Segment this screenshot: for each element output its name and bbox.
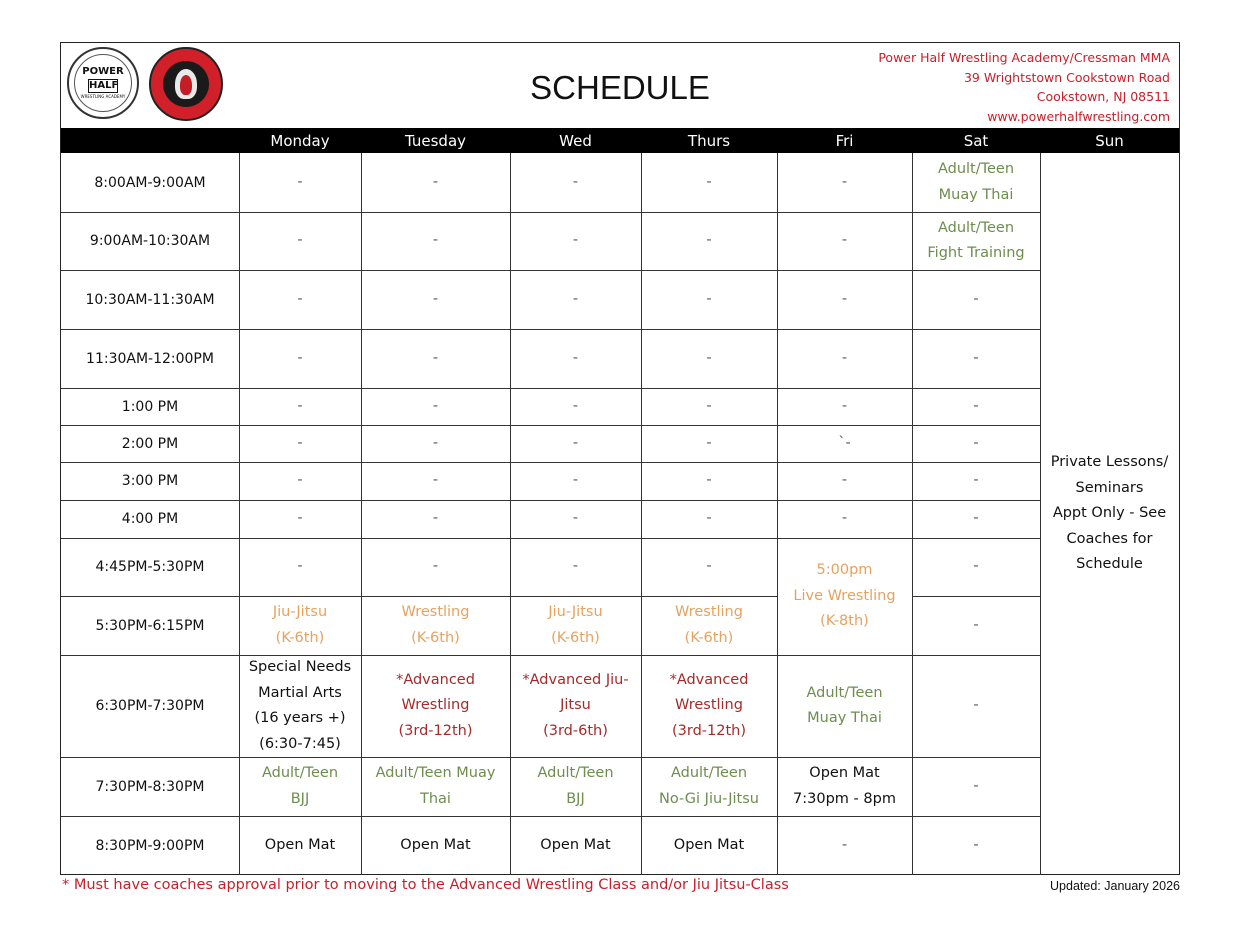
day-header-fri: Fri	[835, 132, 854, 150]
empty-slot: -	[706, 510, 712, 527]
empty-slot: -	[432, 173, 439, 190]
empty-slot: -	[706, 232, 712, 249]
empty-slot: -	[297, 349, 303, 366]
empty-slot: -	[297, 397, 303, 414]
class-cell: Open Mat 7:30pm - 8pm	[793, 765, 896, 807]
empty-slot: -	[706, 558, 712, 575]
sunday-private-lessons: Private Lessons/ Seminars Appt Only - See Coaches for Schedule	[1050, 454, 1169, 573]
empty-slot: -	[841, 510, 848, 527]
empty-slot: -	[572, 290, 579, 307]
empty-slot: -	[841, 232, 848, 249]
class-cell: *Advanced Wrestling (3rd-12th)	[669, 671, 749, 739]
empty-slot: -	[432, 232, 439, 249]
class-cell: Adult/Teen BJJ	[537, 765, 614, 807]
time-slot: 11:30AM-12:00PM	[86, 350, 214, 367]
empty-slot: -	[297, 232, 303, 249]
empty-slot: -	[572, 232, 579, 249]
empty-slot: -	[841, 290, 848, 307]
empty-slot: -	[973, 697, 979, 714]
class-cell: Wrestling (K-6th)	[401, 604, 470, 646]
empty-slot: -	[706, 397, 712, 414]
class-cell: Jiu-Jitsu (K-6th)	[272, 604, 328, 646]
empty-slot: `-	[838, 434, 851, 451]
empty-slot: -	[973, 349, 979, 366]
time-slot: 9:00AM-10:30AM	[89, 233, 211, 249]
time-slot: 3:00 PM	[121, 473, 179, 489]
class-cell: Adult/Teen Muay Thai	[375, 765, 496, 807]
class-cell: Jiu-Jitsu (K-6th)	[548, 604, 603, 646]
empty-slot: -	[572, 173, 579, 190]
time-slot: 8:30PM-9:00PM	[95, 837, 205, 854]
empty-slot: -	[297, 173, 303, 190]
empty-slot: -	[973, 434, 979, 451]
class-cell: *Advanced Wrestling (3rd-12th)	[396, 671, 475, 739]
empty-slot: -	[572, 472, 579, 489]
empty-slot: -	[706, 349, 712, 366]
day-header-sun: Sun	[1095, 132, 1124, 150]
time-slot: 2:00 PM	[121, 435, 179, 452]
empty-slot: -	[841, 173, 848, 190]
empty-slot: -	[297, 290, 303, 307]
empty-slot: -	[973, 510, 979, 527]
empty-slot: -	[973, 836, 979, 853]
class-cell: Special Needs Martial Arts (16 years +) (6:30-7:45)	[248, 659, 352, 752]
empty-slot: -	[572, 510, 579, 527]
power-half-logo: POWER HALF WRESTLING ACADEMY	[67, 47, 139, 119]
empty-slot: -	[432, 558, 439, 575]
empty-slot: -	[297, 434, 303, 451]
empty-slot: -	[297, 558, 303, 575]
class-cell: Adult/Teen No-Gi Jiu-Jitsu	[659, 765, 759, 807]
time-slot: 4:45PM-5:30PM	[95, 559, 205, 575]
day-header-sat: Sat	[963, 132, 989, 150]
empty-slot: -	[973, 777, 979, 794]
empty-slot: -	[973, 472, 979, 489]
empty-slot: -	[706, 434, 712, 451]
class-cell: 5:00pm Live Wrestling (K-8th)	[793, 562, 896, 630]
empty-slot: -	[841, 472, 848, 489]
empty-slot: -	[706, 173, 712, 190]
class-cell: Open Mat	[540, 836, 611, 853]
class-cell: Adult/Teen Muay Thai	[806, 684, 883, 726]
empty-slot: -	[432, 397, 439, 414]
day-header-tuesday: Tuesday	[404, 132, 467, 150]
empty-slot: -	[572, 558, 579, 575]
empty-slot: -	[572, 397, 579, 414]
empty-slot: -	[841, 349, 848, 366]
empty-slot: -	[973, 290, 979, 307]
empty-slot: -	[706, 290, 712, 307]
class-cell: Adult/Teen BJJ	[261, 765, 339, 807]
time-slot: 1:00 PM	[121, 398, 179, 415]
empty-slot: -	[432, 434, 439, 451]
time-slot: 5:30PM-6:15PM	[95, 617, 205, 634]
empty-slot: -	[973, 558, 979, 575]
empty-slot: -	[973, 397, 979, 414]
time-slot: 4:00 PM	[121, 511, 179, 527]
empty-slot: -	[297, 472, 303, 489]
empty-slot: -	[841, 836, 848, 853]
class-cell: *Advanced Jiu- Jitsu (3rd-6th)	[522, 671, 629, 739]
website-link[interactable]: www.powerhalfwrestling.com	[987, 108, 1170, 124]
schedule-header	[61, 43, 1179, 127]
empty-slot: -	[297, 510, 303, 527]
empty-slot: -	[432, 472, 439, 489]
class-cell: Wrestling (K-6th)	[675, 604, 743, 646]
class-cell: Open Mat	[264, 836, 336, 853]
empty-slot: -	[841, 397, 848, 414]
time-slot: 6:30PM-7:30PM	[95, 698, 205, 714]
footnote: * Must have coaches approval prior to moving to the Advanced Wrestling Class and/or Jiu Jitsu-Class	[62, 877, 789, 893]
updated-date: Updated: January 2026	[1050, 879, 1180, 893]
day-header-monday: Monday	[270, 132, 330, 150]
class-cell: Adult/Teen Fight Training	[927, 219, 1025, 261]
time-slot: 10:30AM-11:30AM	[85, 291, 215, 308]
empty-slot: -	[432, 510, 439, 527]
empty-slot: -	[973, 616, 979, 633]
class-cell: Open Mat	[673, 836, 745, 853]
time-slot: 7:30PM-8:30PM	[95, 778, 205, 795]
empty-slot: -	[706, 472, 712, 489]
day-header-wed: Wed	[559, 132, 592, 150]
empty-slot: -	[432, 290, 439, 307]
time-slot: 8:00AM-9:00AM	[94, 174, 206, 191]
class-cell: Open Mat	[400, 836, 471, 853]
academy-address: Power Half Wrestling Academy/Cressman MMA 39 Wrightstown Cookstown Road Cookstown, NJ 08511 www.powerhalfwrestling.com	[878, 48, 1170, 126]
class-cell: Adult/Teen Muay Thai	[937, 161, 1015, 203]
empty-slot: -	[572, 434, 579, 451]
page-title: SCHEDULE	[530, 69, 710, 106]
empty-slot: -	[432, 349, 439, 366]
empty-slot: -	[572, 349, 579, 366]
day-header-thurs: Thurs	[687, 132, 731, 150]
